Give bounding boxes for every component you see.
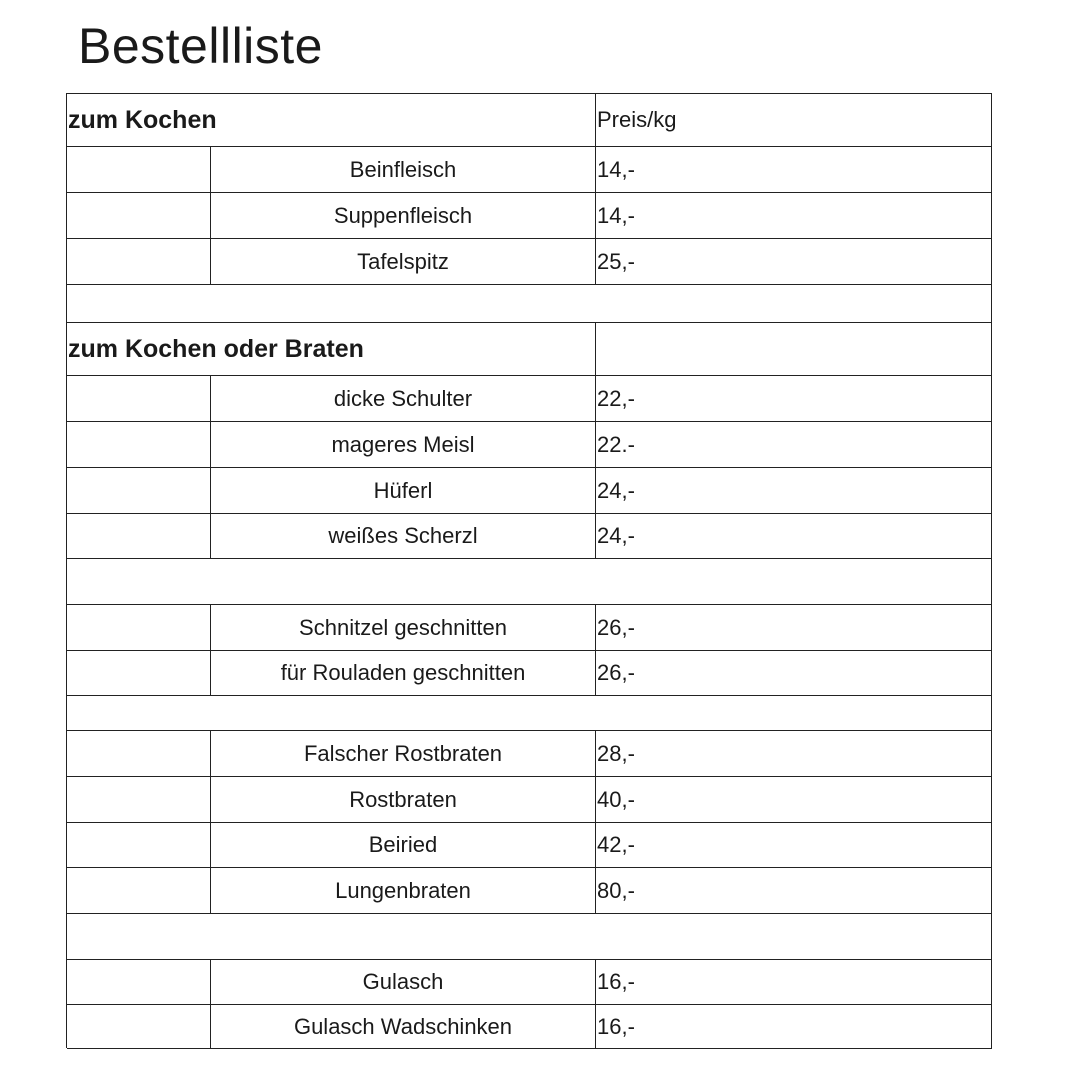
table-row (67, 514, 992, 559)
order-quantity-cell[interactable] (67, 239, 211, 284)
item-name: Tafelspitz (211, 239, 596, 284)
order-quantity-cell[interactable] (67, 777, 211, 822)
order-quantity-cell[interactable] (67, 605, 211, 650)
item-price: 42,- (597, 832, 635, 857)
order-quantity-cell[interactable] (67, 514, 211, 558)
page-title: Bestellliste (78, 18, 323, 74)
table-row (67, 731, 992, 777)
order-quantity-cell[interactable] (67, 731, 211, 776)
table-row (67, 823, 992, 868)
item-name: Hüferl (211, 468, 596, 513)
item-price: 16,- (597, 969, 635, 994)
item-name: Gulasch Wadschinken (211, 1005, 596, 1048)
item-name: Gulasch (211, 960, 596, 1004)
order-quantity-cell[interactable] (67, 960, 211, 1004)
spacer-row (67, 559, 992, 605)
item-name: Suppenfleisch (211, 193, 596, 238)
price-column-header: Preis/kg (597, 107, 677, 132)
item-price: 40,- (597, 786, 635, 812)
section-title: zum Kochen oder Braten (67, 323, 596, 375)
item-name: Beinfleisch (211, 147, 596, 192)
item-price: 26,- (597, 660, 635, 685)
order-quantity-cell[interactable] (67, 868, 211, 913)
item-name: Beiried (211, 823, 596, 867)
item-price: 25,- (597, 248, 635, 274)
order-table (66, 93, 992, 1048)
order-quantity-cell[interactable] (67, 376, 211, 421)
table-row (67, 868, 992, 914)
item-name: Schnitzel geschnitten (211, 605, 596, 650)
item-price: 14,- (597, 156, 635, 182)
order-quantity-cell[interactable] (67, 193, 211, 238)
item-name: mageres Meisl (211, 422, 596, 467)
section-title: zum Kochen (67, 94, 596, 146)
table-row (67, 422, 992, 468)
item-price: 28,- (597, 740, 635, 766)
item-name: für Rouladen geschnitten (211, 651, 596, 695)
item-name: Falscher Rostbraten (211, 731, 596, 776)
section-header-row (67, 94, 992, 147)
spacer-row (67, 696, 992, 731)
order-quantity-cell[interactable] (67, 1005, 211, 1048)
order-quantity-cell[interactable] (67, 651, 211, 695)
spacer-row (67, 285, 992, 323)
table-row (67, 239, 992, 285)
table-row (67, 651, 992, 696)
order-quantity-cell[interactable] (67, 823, 211, 867)
item-price: 24,- (597, 523, 635, 548)
table-row (67, 605, 992, 651)
item-name: weißes Scherzl (211, 514, 596, 558)
item-name: Lungenbraten (211, 868, 596, 913)
order-quantity-cell[interactable] (67, 468, 211, 513)
table-row (67, 960, 992, 1005)
order-quantity-cell[interactable] (67, 422, 211, 467)
spacer-row (67, 914, 992, 960)
item-price: 22,- (597, 385, 635, 411)
item-price: 24,- (597, 477, 635, 503)
item-price: 16,- (597, 1013, 635, 1039)
table-row (67, 777, 992, 823)
item-price: 14,- (597, 202, 635, 228)
item-name: Rostbraten (211, 777, 596, 822)
price-column-header (596, 323, 991, 375)
table-row (67, 193, 992, 239)
table-row (67, 376, 992, 422)
item-price: 80,- (597, 877, 635, 903)
table-row (67, 1005, 992, 1049)
table-row (67, 468, 992, 514)
section-header-row (67, 323, 992, 376)
item-name: dicke Schulter (211, 376, 596, 421)
table-row (67, 147, 992, 193)
item-price: 26,- (597, 614, 635, 640)
item-price: 22.- (597, 431, 635, 457)
order-quantity-cell[interactable] (67, 147, 211, 192)
